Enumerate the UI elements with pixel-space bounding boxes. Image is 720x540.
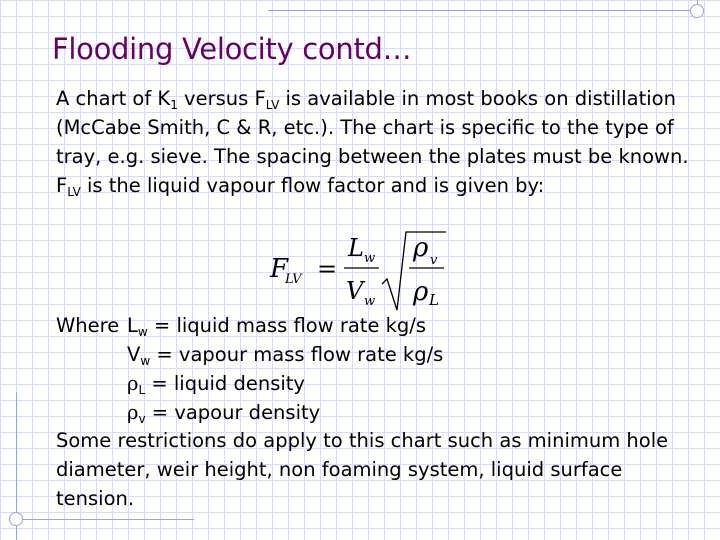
intro-text-2: versus F	[177, 87, 266, 110]
formula-num-sub: w	[364, 251, 376, 266]
top-decor-circle	[690, 4, 704, 18]
intro-text-3: is available in most books on distillation (McCabe Smith, C & R, etc.). The chart is specific to the type of tray, e.g. sieve. The spacing between the plates must be known. F	[56, 87, 689, 197]
def-vw	[127, 340, 443, 369]
lv-subscript: LV	[67, 185, 81, 199]
def-rho-v	[127, 398, 320, 427]
intro-text-4: is the liquid vapour flow factor and is given by:	[80, 174, 545, 197]
formula-num: L	[348, 234, 364, 262]
bottom-decor-line	[16, 519, 194, 520]
vw-symbol: V	[127, 343, 141, 366]
slide-title: Flooding Velocity contd…	[52, 32, 412, 66]
rho-v-subscript: v	[138, 412, 146, 426]
vw-subscript: w	[140, 354, 151, 368]
formula-rho-num-sub: v	[430, 253, 438, 268]
rho-l-symbol: ρ	[127, 372, 139, 395]
formula-lhs-sub: LV	[285, 272, 302, 287]
lv-subscript: LV	[265, 98, 280, 112]
rho-v-text: = vapour density	[145, 401, 321, 424]
k-subscript: 1	[170, 98, 178, 112]
rho-l-subscript: L	[138, 383, 146, 397]
intro-paragraph	[56, 84, 706, 200]
bottom-decor-circle	[9, 512, 23, 526]
formula-den-sub: w	[364, 294, 376, 309]
formula-den: V	[346, 277, 364, 305]
lw-text: = liquid mass flow rate kg/s	[147, 314, 427, 337]
formula-equals: =	[317, 255, 338, 283]
def-lw	[127, 311, 426, 340]
lw-subscript: w	[137, 325, 148, 339]
flv-formula	[268, 226, 458, 312]
formula-rho-num: ρ	[413, 233, 429, 263]
formula-rho-den: ρ	[413, 277, 429, 307]
formula-rho-den-sub: L	[429, 291, 439, 309]
top-grid-band	[0, 0, 720, 26]
top-decor-line	[268, 10, 704, 11]
def-rho-l	[127, 369, 305, 398]
vw-text: = vapour mass flow rate kg/s	[150, 343, 444, 366]
rho-v-symbol: ρ	[127, 401, 139, 424]
intro-text-1: A chart of K	[56, 87, 171, 110]
rho-l-text: = liquid density	[145, 372, 305, 395]
lw-symbol: L	[127, 314, 138, 337]
formula-lhs: F	[270, 254, 289, 284]
def-where-label: Where	[56, 314, 120, 337]
restrictions-paragraph: Some restrictions do apply to this chart such as minimum hole diameter, weir height, non foaming system, liquid surface tension.	[56, 429, 669, 510]
